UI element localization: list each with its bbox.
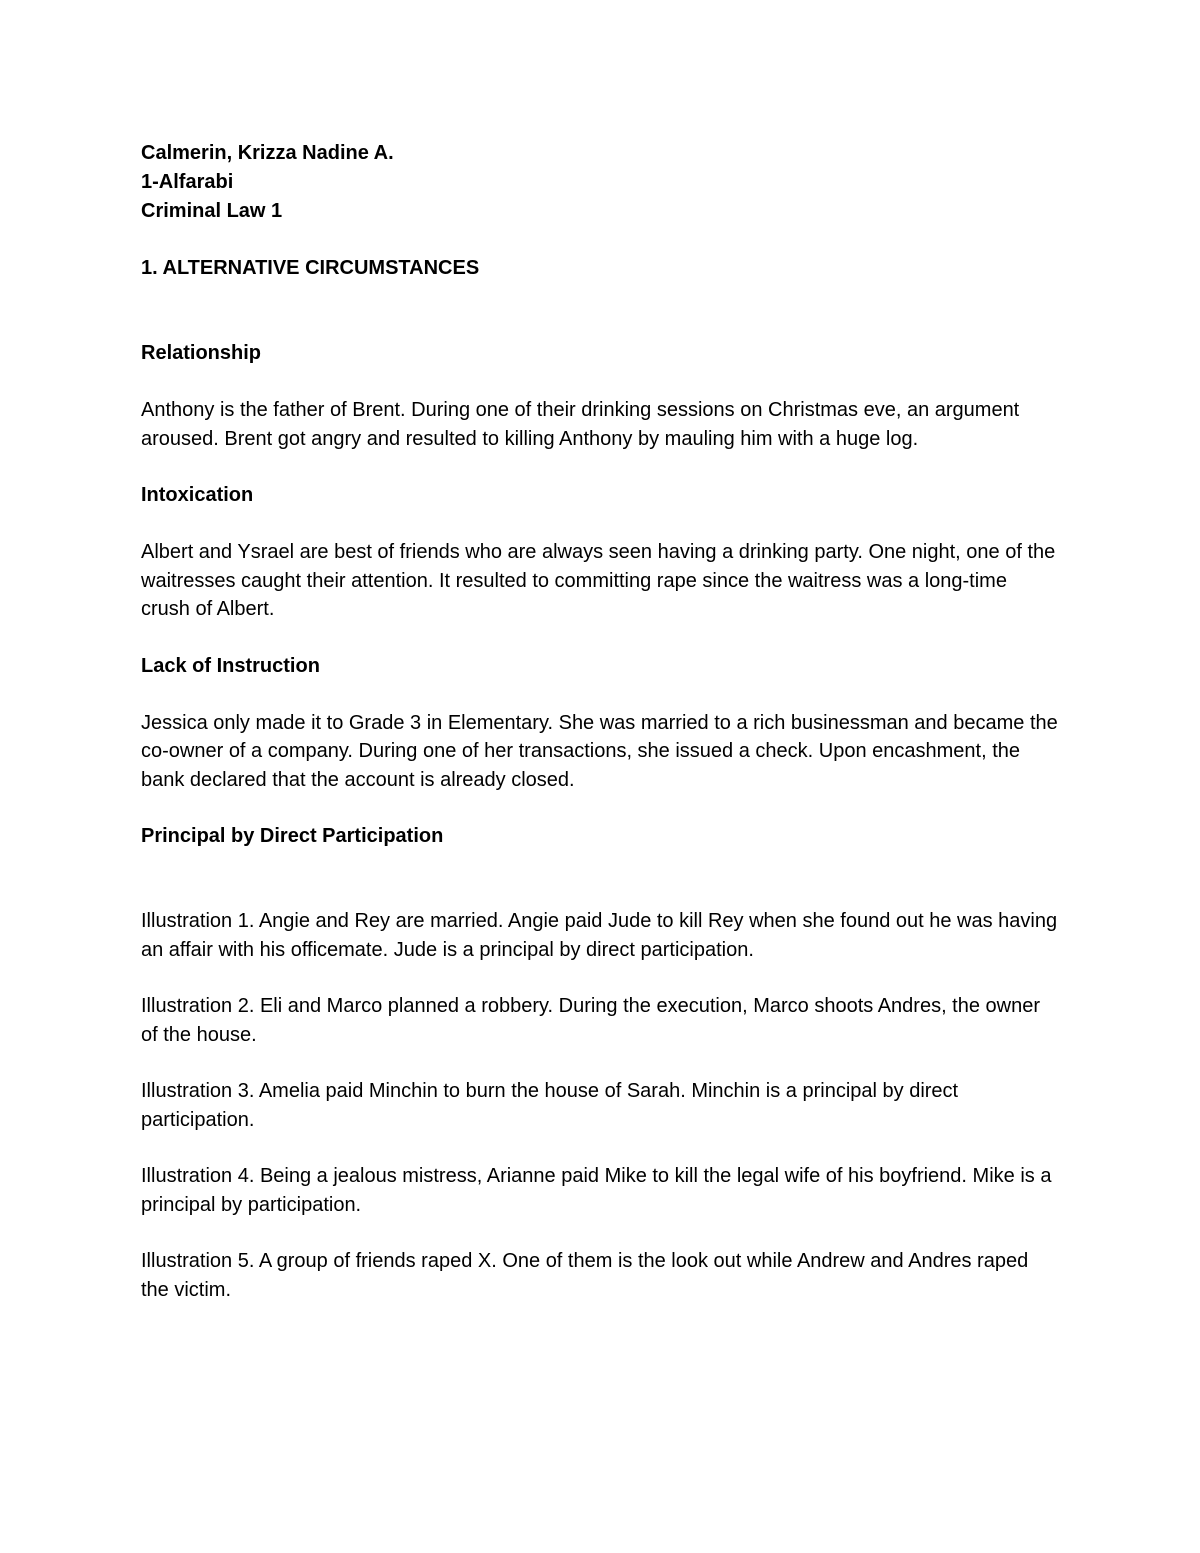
course-title: Criminal Law 1 xyxy=(141,200,283,222)
section-body-lack-of-instruction: Jessica only made it to Grade 3 in Elementary. She was married to a rich businessman and became the co-owner of a company. During one of her transactions, she issued a check. Upon encashment, the bank declared that the account is already closed. xyxy=(141,711,1058,791)
section-body-intoxication: Albert and Ysrael are best of friends who are always seen having a drinking party. One night, one of the waitresses caught their attention. It resulted to committing rape since the waitress was a long-time crush of Albert. xyxy=(141,541,1056,620)
illustration-1: Illustration 1. Angie and Rey are married. Angie paid Jude to kill Rey when she found out he was having an affair with his officemate. Jude is a principal by direct participation. xyxy=(141,910,1058,961)
section-title-relationship: Relationship xyxy=(141,342,262,364)
illustration-2: Illustration 2. Eli and Marco planned a robbery. During the execution, Marco shoots Andres, the owner of the house. xyxy=(141,995,1041,1046)
illustration-3: Illustration 3. Amelia paid Minchin to burn the house of Sarah. Minchin is a principal by direct participation. xyxy=(141,1080,959,1131)
document-page xyxy=(141,139,1061,1304)
section-title-intoxication: Intoxication xyxy=(141,484,254,506)
main-heading: 1. ALTERNATIVE CIRCUMSTANCES xyxy=(141,257,480,279)
illustration-5: Illustration 5. A group of friends raped X. One of them is the look out while Andrew and Andres raped the victim. xyxy=(141,1250,1029,1301)
section-body-relationship: Anthony is the father of Brent. During one of their drinking sessions on Christmas eve, an argument aroused. Brent got angry and resulted to killing Anthony by mauling him with a huge log. xyxy=(141,399,1020,450)
student-section: 1-Alfarabi xyxy=(141,171,234,193)
student-name: Calmerin, Krizza Nadine A. xyxy=(141,142,394,164)
illustration-4: Illustration 4. Being a jealous mistress, Arianne paid Mike to kill the legal wife of his boyfriend. Mike is a principal by participation. xyxy=(141,1165,1052,1216)
section-title-principal: Principal by Direct Participation xyxy=(141,825,444,847)
section-title-lack-of-instruction: Lack of Instruction xyxy=(141,654,320,677)
